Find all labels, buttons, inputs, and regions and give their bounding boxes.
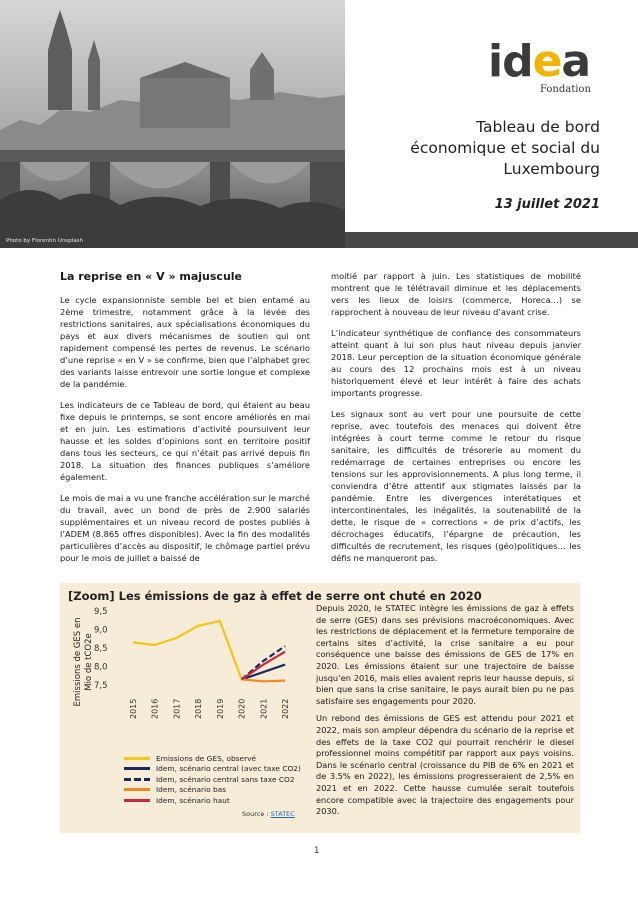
- x-tick-label: 2022: [281, 698, 291, 719]
- y-tick-label: 9,0: [94, 625, 108, 636]
- x-tick-label: 2015: [128, 698, 138, 719]
- paragraph: Un rebond des émissions de GES est attendu pour 2021 et 2022, mais son ampleur dépendra du scénario de la reprise et des effets de la taxe CO2 qui pourrait renchérir le diesel professionnel moins compétitif par rapport aux pays voisins. Dans le scénario central (croissance du PIB de 6% en 2021 et de 3.5% en 2022), les émissions progresseraient de 2,5% en 2021 et en 2022. Cette hausse cumulée serait toutefois encore compatible avec la trajectoire des engagements pour 2030.: [316, 713, 574, 817]
- x-tick-label: 2020: [237, 698, 247, 719]
- series-line: [242, 652, 286, 680]
- paragraph: Les indicateurs de ce Tableau de bord, qui étaient au beau fixe depuis le printemps, se sont encore améliorés en mai et en juin. Les estimations d’activité poursuivent leur hausse et les soldes d’opinions sont en territoire positif dans tous les secteurs, ce qui n’était pas arrivé depuis fin 2018. La situation des finances publiques s’améliore également.: [60, 400, 310, 482]
- legend-label: Idem, scénario central (avec taxe CO2): [156, 764, 301, 774]
- left-column: [60, 270, 310, 573]
- x-tick-label: 2016: [150, 698, 160, 719]
- paragraph: Le mois de mai a vu une franche accélération sur le marché du travail, avec un bond de près de 2.900 salariés supplémentaires et un niveau record de postes publiés à l’ADEM (8.865 offres disponibles). Avec la fin des modalités particulières d’accès au dispositif, le chômage partiel prévu pour le mois de juillet a baissé de: [60, 493, 310, 563]
- article-heading: La reprise en « V » majuscule: [60, 270, 243, 283]
- legend-entry: [124, 795, 301, 806]
- paragraph: moitié par rapport à juin. Les statistiques de mobilité montrent que le télétravail diminue et les déplacements vers les lieux de loisirs (commerce, Horeca…) se rapprochent à nouveau de leur niveau d’avant crise.: [331, 271, 581, 317]
- logo-subtitle: Fondation: [540, 84, 591, 95]
- legend-swatch: [124, 778, 150, 781]
- legend-label: Emissions de GES, observé: [156, 753, 257, 763]
- paragraph: L’indicateur synthétique de confiance des consommateurs atteint quant à lui son plus haut niveau depuis janvier 2018. Leur perception de la situation économique générale au cours des 12 prochains mois est à un niveau historiquement élevé et leur intérêt à faire des achats importants progresse.: [331, 328, 581, 398]
- y-tick-label: 8,0: [94, 662, 108, 673]
- series-line: [242, 665, 286, 680]
- legend-swatch: [124, 757, 150, 760]
- zoom-heading: [Zoom] Les émissions de gaz à effet de serre ont chuté en 2020: [68, 589, 482, 603]
- statec-source-link[interactable]: STATEC: [270, 810, 295, 818]
- legend-swatch: [124, 788, 150, 791]
- chart-source: Source : STATEC: [242, 810, 295, 818]
- paragraph: Le cycle expansionniste semble bel et bien entamé au 2ème trimestre, notamment grâce à la levée des restrictions sanitaires, aux spécialisations économiques du pays et aux divers mécanismes de soutien qui ont rapidement compensé les pertes de revenus. Le scénario d’une reprise « en V » se confirme, bien que l’alphabet grec des variants laisse entrevoir une sortie longue et complexe de la pandémie.: [60, 295, 310, 389]
- paragraph: Depuis 2020, le STATEC intègre les émissions de gaz à effets de serre (GES) dans ses prévisions macroéconomiques. Avec les restrictions de déplacement et la fermeture temporaire de certains sites d’activité, la crise sanitaire a eu pour conséquence une baisse des émissions de GES de 17% en 2020. Les émissions étaient sur une trajectoire de baisse jusqu’en 2016, mais elles avaient repris leur hausse depuis, si bien que sans la crise sanitaire, le pays aurait bien pu ne pas satisfaire ses engagements pour 2020.: [316, 603, 574, 706]
- idea-fondation-logo: [488, 36, 603, 100]
- logo-mark: idea: [488, 36, 591, 87]
- legend-entry: [124, 764, 301, 775]
- series-line: [242, 679, 286, 681]
- x-tick-label: 2019: [215, 698, 225, 719]
- paragraph: Les signaux sont au vert pour une poursuite de cette reprise, avec toutefois des menaces qui doivent être intégrées à court terme comme le retour du risque sanitaire, les difficultés de trésorerie au moment du redémarrage de certaines entreprises ou encore les tensions sur les approvisionnements. A plus long terme, il conviendra d’être attentif aux stigmates laissés par la pandémie. Entre les divergences interétatiques et intercontinentales, les inégalités, la soutenabilité de la dette, le risque de « corrections » de prix d’actifs, les décrochages éducatifs, l’épargne de précaution, les difficultés de recrutement, les risques (géo)politiques… les défis ne manqueront pas.: [331, 409, 581, 563]
- page-number: 1: [314, 846, 320, 856]
- zoom-text: [316, 603, 574, 824]
- document-title: Tableau de bord économique et social du Luxembourg: [410, 118, 600, 178]
- document-date: 13 juillet 2021: [494, 197, 600, 212]
- title-panel: [345, 0, 638, 232]
- x-tick-label: 2021: [259, 698, 269, 719]
- legend-entry: [124, 774, 301, 785]
- x-tick-label: 2017: [172, 698, 182, 719]
- legend-label: Idem, scénario central sans taxe CO2: [156, 774, 295, 784]
- legend-label: Idem, scénario bas: [156, 785, 227, 795]
- legend-entry: [124, 785, 301, 796]
- y-tick-label: 9,5: [94, 607, 108, 617]
- photo-credit: Photo by Florentin Unsplash: [6, 238, 84, 244]
- right-column: [331, 270, 581, 573]
- legend-entry: [124, 753, 301, 764]
- chart-legend: [124, 753, 301, 806]
- y-axis-label: Emissions de GES enMio de tCO2e: [73, 617, 94, 707]
- series-line: [133, 621, 242, 679]
- legend-swatch: [124, 799, 150, 802]
- x-tick-label: 2018: [194, 698, 204, 719]
- y-tick-label: 8,5: [94, 644, 108, 654]
- legend-label: Idem, scénario haut: [156, 795, 230, 805]
- zoom-box: [60, 583, 580, 833]
- legend-swatch: [124, 767, 150, 770]
- y-tick-label: 7,5: [94, 681, 108, 691]
